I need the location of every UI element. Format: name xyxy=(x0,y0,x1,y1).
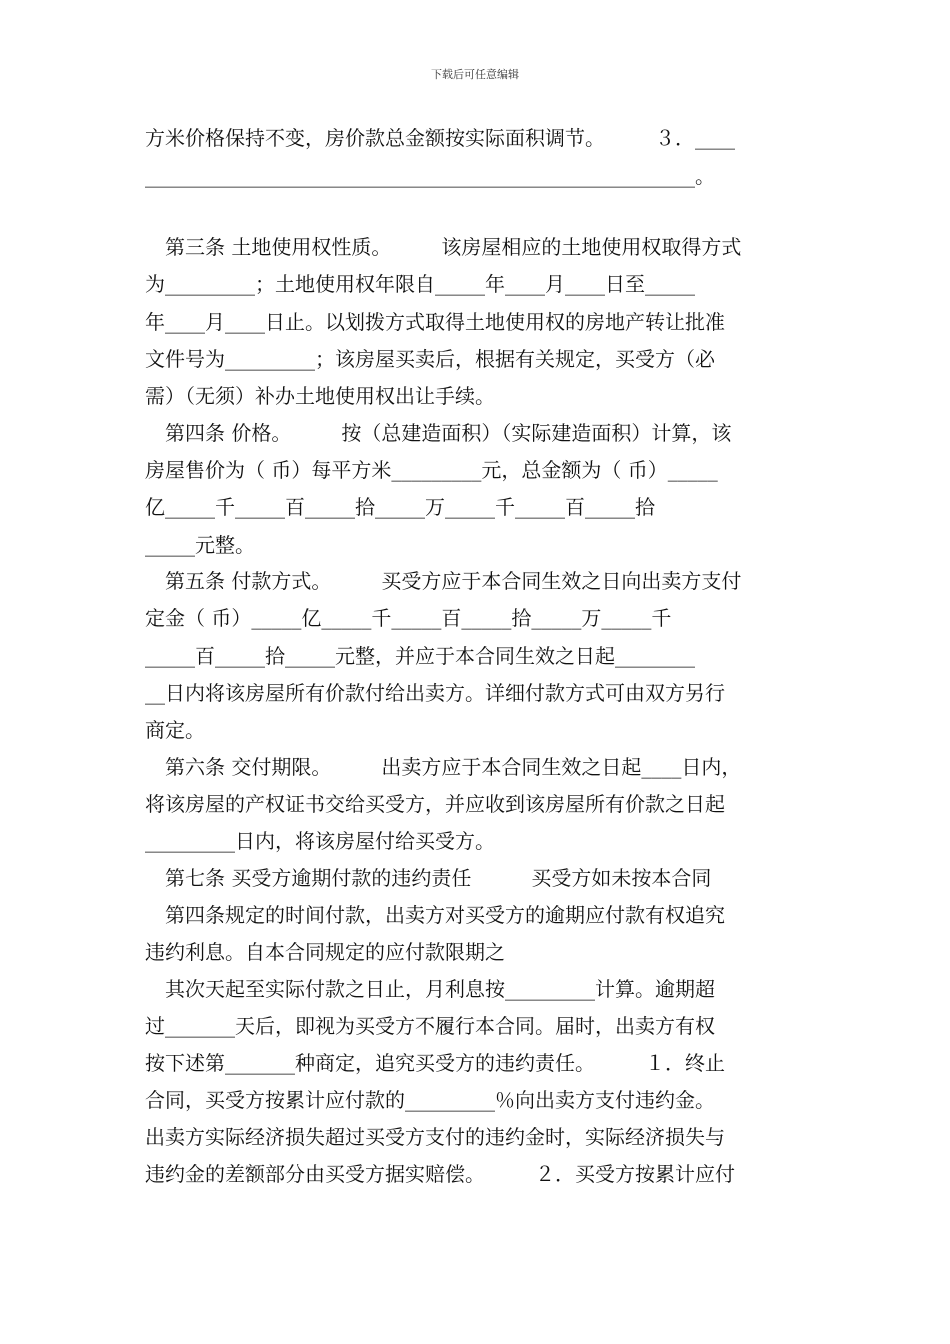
article-3-heading: 第三条 土地使用权性质。 该房屋相应的土地使用权取得方式 xyxy=(145,235,742,259)
text-line: 过_______天后，即视为买受方不履行本合同。届时，出卖方有权 xyxy=(145,1014,715,1038)
text-line: 违约金的差额部分由买受方据实赔偿。 ２．买受方按累计应付 xyxy=(145,1162,735,1186)
text-line: 方米价格保持不变，房价款总金额按实际面积调节。 ３．____ xyxy=(145,126,735,150)
text-line: 其次天起至实际付款之日止，月利息按_________计算。逾期超 xyxy=(145,977,715,1001)
text-line: 房屋售价为（ 币）每平方米_________元，总金额为（ 币）_____ xyxy=(145,458,718,482)
article-4-heading: 第四条 价格。 按（总建造面积）（实际建造面积）计算，该 xyxy=(145,421,732,445)
text-line: _____百_____拾_____元整，并应于本合同生效之日起________ xyxy=(145,644,695,668)
article-6-heading: 第六条 交付期限。 出卖方应于本合同生效之日起____日内， xyxy=(145,755,742,779)
page-header: 下载后可任意编辑 xyxy=(431,68,519,81)
text-line: 第四条规定的时间付款，出卖方对买受方的逾期应付款有权追究 xyxy=(145,903,725,927)
text-line: 亿_____千_____百_____拾_____万_____千_____百_____拾 xyxy=(145,495,655,519)
text-line: 文件号为_________；该房屋买卖后，根据有关规定，买受方（必 xyxy=(145,347,715,371)
text-line: 按下述第_______种商定，追究买受方的违约责任。 １．终止 xyxy=(145,1051,725,1075)
text-line: 将该房屋的产权证书交给买受方，并应收到该房屋所有价款之日起 xyxy=(145,792,725,816)
text-line: 合同，买受方按累计应付款的_________％向出卖方支付违约金。 xyxy=(145,1088,715,1112)
text-line: _______________________________________________________。 xyxy=(145,164,715,188)
text-line: 为_________；土地使用权年限自_____年____月____日至_____ xyxy=(145,272,695,296)
text-line: _____元整。 xyxy=(145,533,255,557)
text-line: 商定。 xyxy=(145,718,205,742)
text-line: 违约利息。自本合同规定的应付款限期之 xyxy=(145,940,505,964)
text-line: 需）（无须）补办土地使用权出让手续。 xyxy=(145,384,495,408)
text-line: 年____月____日止。以划拨方式取得土地使用权的房地产转让批准 xyxy=(145,310,725,334)
article-7-heading: 第七条 买受方逾期付款的违约责任 买受方如未按本合同 xyxy=(145,866,712,890)
text-line: __日内将该房屋所有价款付给出卖方。详细付款方式可由双方另行 xyxy=(145,681,725,705)
text-line: _________日内，将该房屋付给买受方。 xyxy=(145,829,495,853)
article-5-heading: 第五条 付款方式。 买受方应于本合同生效之日向出卖方支付 xyxy=(145,569,742,593)
text-line: 出卖方实际经济损失超过买受方支付的违约金时，实际经济损失与 xyxy=(145,1125,725,1149)
text-line: 定金（ 币）_____亿_____千_____百_____拾_____万_____千 xyxy=(145,606,672,630)
